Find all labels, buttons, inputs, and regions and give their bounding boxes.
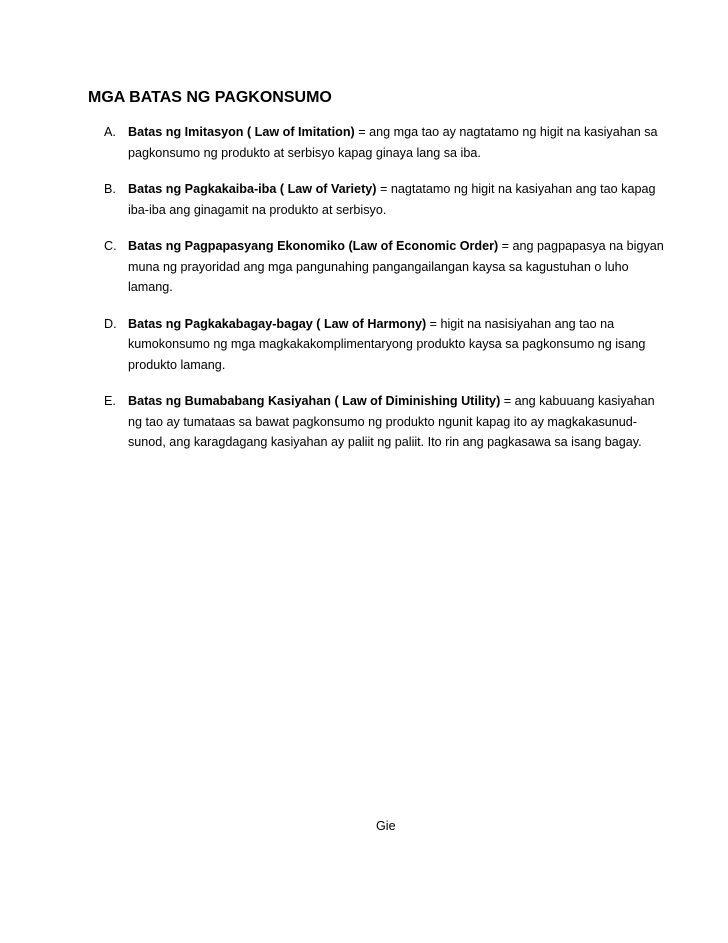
- law-text: [128, 314, 664, 376]
- law-text: [128, 122, 664, 163]
- law-name: Batas ng Imitasyon ( Law of Imitation): [128, 125, 355, 139]
- law-item-harmony: [104, 314, 664, 376]
- page-footer: Gie: [376, 819, 396, 833]
- law-letter: B.: [104, 182, 116, 196]
- law-text: [128, 391, 664, 453]
- laws-list: [104, 122, 664, 453]
- law-name: Batas ng Pagkakaiba-iba ( Law of Variety): [128, 182, 377, 196]
- law-item-economic-order: [104, 236, 664, 298]
- law-description: = ang kabuuang kasiyahan ng tao ay tumataas sa bawat pagkonsumo ng produkto ngunit kapag ito ay magkakasunud-sunod, ang karagdagang kasiyahan ay paliit ng paliit. Ito rin ang pagkasawa sa isang bagay.: [128, 394, 655, 449]
- law-letter: C.: [104, 239, 117, 253]
- law-description: = nagtatamo ng higit na kasiyahan ang tao kapag iba-iba ang ginagamit na produkto at serbisyo.: [128, 182, 656, 217]
- law-item-imitation: [104, 122, 664, 163]
- law-letter: E.: [104, 394, 116, 408]
- law-name: Batas ng Bumababang Kasiyahan ( Law of Diminishing Utility): [128, 394, 501, 408]
- law-item-diminishing-utility: [104, 391, 664, 453]
- law-description: = ang pagpapasya na bigyan muna ng prayoridad ang mga pangunahing pangangailangan kaysa sa kagustuhan o luho lamang.: [128, 239, 664, 294]
- law-description: = ang mga tao ay nagtatamo ng higit na kasiyahan sa pagkonsumo ng produkto at serbisyo kapag ginaya lang sa iba.: [128, 125, 658, 160]
- law-name: Batas ng Pagpapasyang Ekonomiko (Law of Economic Order): [128, 239, 499, 253]
- law-description: = higit na nasisiyahan ang tao na kumokonsumo ng mga magkakakomplimentaryong produkto kaysa sa pagkonsumo ng isang produkto lamang.: [128, 316, 646, 372]
- law-name: Batas ng Pagkakabagay-bagay ( Law of Harmony): [128, 316, 427, 331]
- law-letter: A.: [104, 125, 116, 139]
- document-title: MGA BATAS NG PAGKONSUMO: [88, 89, 332, 106]
- law-text: [128, 179, 664, 220]
- law-item-variety: [104, 179, 664, 220]
- law-text: [128, 236, 664, 298]
- law-letter: D.: [104, 316, 117, 331]
